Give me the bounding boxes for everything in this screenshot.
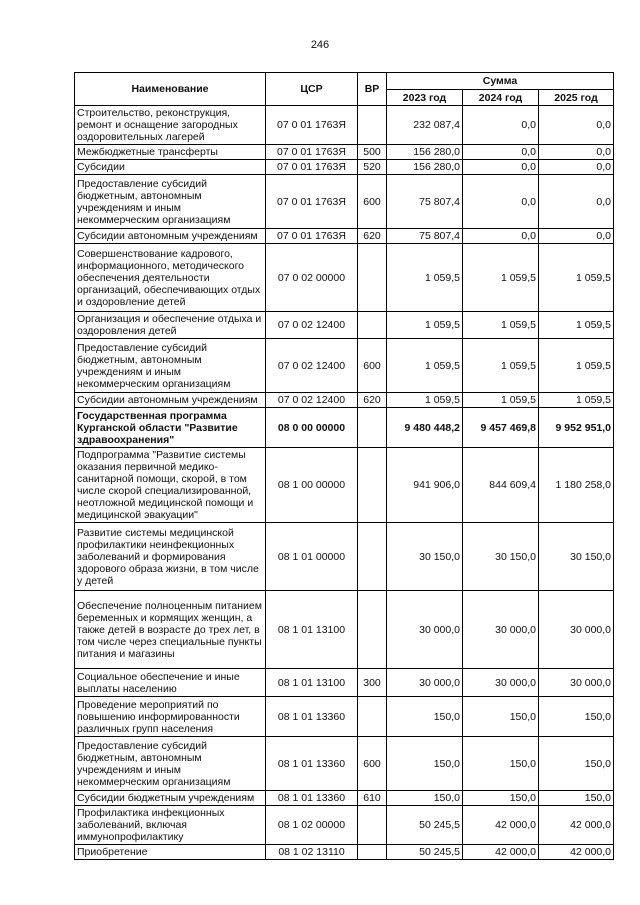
- row-name: Развитие системы медицинской профилактики неинфекционных заболеваний и формирования здорового образа жизни, в том числе у детей: [75, 523, 266, 591]
- row-2023: 50 245,5: [387, 806, 463, 845]
- table-row: [75, 669, 614, 697]
- row-2025: 0,0: [539, 175, 614, 229]
- row-csr: 08 1 01 13360: [266, 791, 358, 806]
- row-2024: 9 457 469,8: [463, 408, 539, 448]
- table-row: [75, 737, 614, 791]
- header-2024: 2024 год: [463, 90, 539, 106]
- row-csr: 07 0 02 00000: [266, 244, 358, 312]
- row-2025: 1 059,5: [539, 312, 614, 339]
- row-2025: 0,0: [539, 106, 614, 145]
- row-csr: 08 1 01 13360: [266, 697, 358, 737]
- row-vr: [358, 523, 387, 591]
- row-2023: 1 059,5: [387, 339, 463, 393]
- row-name: Профилактика инфекционных заболеваний, включая иммунопрофилактику: [75, 806, 266, 845]
- row-name: Совершенствование кадрового, информационного, методического обеспечения деятельности организаций, обеспечивающих отдых и оздоровление детей: [75, 244, 266, 312]
- row-2023: 50 245,5: [387, 845, 463, 860]
- row-vr: [358, 591, 387, 669]
- table-row: [75, 175, 614, 229]
- row-vr: [358, 845, 387, 860]
- row-2024: 30 150,0: [463, 523, 539, 591]
- row-2024: 1 059,5: [463, 339, 539, 393]
- row-vr: [358, 697, 387, 737]
- row-vr: [358, 448, 387, 523]
- row-csr: 08 0 00 00000: [266, 408, 358, 448]
- row-name: Государственная программа Курганской области "Развитие здравоохранения": [75, 408, 266, 448]
- row-vr: [358, 408, 387, 448]
- row-2024: 150,0: [463, 791, 539, 806]
- row-2025: 30 150,0: [539, 523, 614, 591]
- row-2024: 0,0: [463, 175, 539, 229]
- budget-table: [74, 72, 614, 860]
- row-vr: [358, 244, 387, 312]
- table-row: [75, 339, 614, 393]
- row-2023: 1 059,5: [387, 393, 463, 408]
- row-vr: 620: [358, 393, 387, 408]
- row-vr: 620: [358, 229, 387, 244]
- row-2025: 1 180 258,0: [539, 448, 614, 523]
- row-vr: [358, 106, 387, 145]
- row-2025: 1 059,5: [539, 339, 614, 393]
- row-2025: 42 000,0: [539, 845, 614, 860]
- row-2024: 150,0: [463, 737, 539, 791]
- row-2023: 1 059,5: [387, 312, 463, 339]
- row-2025: 1 059,5: [539, 244, 614, 312]
- header-2023: 2023 год: [387, 90, 463, 106]
- row-csr: 08 1 00 00000: [266, 448, 358, 523]
- row-vr: 600: [358, 339, 387, 393]
- row-vr: 300: [358, 669, 387, 697]
- row-name: Социальное обеспечение и иные выплаты населению: [75, 669, 266, 697]
- table-row: [75, 697, 614, 737]
- row-name: Строительство, реконструкция, ремонт и оснащение загородных оздоровительных лагерей: [75, 106, 266, 145]
- row-csr: 07 0 02 12400: [266, 339, 358, 393]
- row-2025: 150,0: [539, 737, 614, 791]
- row-2024: 42 000,0: [463, 806, 539, 845]
- row-2025: 0,0: [539, 145, 614, 160]
- row-2023: 1 059,5: [387, 244, 463, 312]
- row-2025: 0,0: [539, 229, 614, 244]
- row-2024: 30 000,0: [463, 591, 539, 669]
- row-csr: 08 1 02 00000: [266, 806, 358, 845]
- row-csr: 08 1 01 13100: [266, 669, 358, 697]
- row-name: Субсидии: [75, 160, 266, 175]
- row-2023: 9 480 448,2: [387, 408, 463, 448]
- row-2024: 150,0: [463, 697, 539, 737]
- row-2025: 150,0: [539, 791, 614, 806]
- row-vr: [358, 312, 387, 339]
- row-name: Субсидии автономным учреждениям: [75, 229, 266, 244]
- row-2024: 30 000,0: [463, 669, 539, 697]
- row-name: Обеспечение полноценным питанием беременных и кормящих женщин, а также детей в возрасте до трех лет, в том числе через специальные пункты питания и магазины: [75, 591, 266, 669]
- row-2024: 1 059,5: [463, 312, 539, 339]
- page-number: 246: [310, 39, 330, 51]
- row-vr: 500: [358, 145, 387, 160]
- row-2024: 844 609,4: [463, 448, 539, 523]
- row-csr: 07 0 01 1763Я: [266, 145, 358, 160]
- row-vr: 600: [358, 175, 387, 229]
- row-2024: 0,0: [463, 160, 539, 175]
- row-csr: 08 1 01 13360: [266, 737, 358, 791]
- table-row: [75, 591, 614, 669]
- row-name: Субсидии автономным учреждениям: [75, 393, 266, 408]
- row-2023: 30 150,0: [387, 523, 463, 591]
- row-csr: 08 1 01 13100: [266, 591, 358, 669]
- row-name: Межбюджетные трансферты: [75, 145, 266, 160]
- table-row: [75, 106, 614, 145]
- row-csr: 08 1 02 13110: [266, 845, 358, 860]
- row-name: Предоставление субсидий бюджетным, автономным учреждениям и иным некоммерческим организациям: [75, 175, 266, 229]
- row-2025: 30 000,0: [539, 591, 614, 669]
- row-name: Предоставление субсидий бюджетным, автономным учреждениям и иным некоммерческим организациям: [75, 339, 266, 393]
- table-row: [75, 244, 614, 312]
- header-vr: ВР: [358, 73, 387, 106]
- header-name: Наименование: [75, 73, 266, 106]
- row-csr: 07 0 01 1763Я: [266, 160, 358, 175]
- row-csr: 08 1 01 00000: [266, 523, 358, 591]
- row-2023: 75 807,4: [387, 175, 463, 229]
- row-csr: 07 0 01 1763Я: [266, 229, 358, 244]
- row-2025: 9 952 951,0: [539, 408, 614, 448]
- row-vr: 610: [358, 791, 387, 806]
- row-name: Субсидии бюджетным учреждениям: [75, 791, 266, 806]
- table-row: [75, 229, 614, 244]
- row-2023: 150,0: [387, 697, 463, 737]
- row-2025: 0,0: [539, 160, 614, 175]
- header-csr: ЦСР: [266, 73, 358, 106]
- row-2023: 156 280,0: [387, 145, 463, 160]
- row-2024: 1 059,5: [463, 244, 539, 312]
- row-vr: 600: [358, 737, 387, 791]
- row-2023: 941 906,0: [387, 448, 463, 523]
- row-vr: [358, 806, 387, 845]
- header-2025: 2025 год: [539, 90, 614, 106]
- header-sum: Сумма: [387, 73, 614, 90]
- table-row: [75, 523, 614, 591]
- table-row: [75, 845, 614, 860]
- row-csr: 07 0 01 1763Я: [266, 106, 358, 145]
- row-csr: 07 0 02 12400: [266, 312, 358, 339]
- row-2023: 30 000,0: [387, 669, 463, 697]
- row-2024: 0,0: [463, 106, 539, 145]
- row-vr: 520: [358, 160, 387, 175]
- row-2025: 30 000,0: [539, 669, 614, 697]
- row-2024: 0,0: [463, 145, 539, 160]
- row-2025: 42 000,0: [539, 806, 614, 845]
- row-2023: 30 000,0: [387, 591, 463, 669]
- row-name: Проведение мероприятий по повышению информированности различных групп населения: [75, 697, 266, 737]
- row-2024: 42 000,0: [463, 845, 539, 860]
- row-2023: 150,0: [387, 791, 463, 806]
- row-csr: 07 0 02 12400: [266, 393, 358, 408]
- table-row: [75, 312, 614, 339]
- table-row: [75, 393, 614, 408]
- row-2024: 0,0: [463, 229, 539, 244]
- row-2025: 1 059,5: [539, 393, 614, 408]
- row-2023: 232 087,4: [387, 106, 463, 145]
- row-csr: 07 0 01 1763Я: [266, 175, 358, 229]
- table-row: [75, 448, 614, 523]
- row-2023: 150,0: [387, 737, 463, 791]
- table-row: [75, 408, 614, 448]
- row-name: Организация и обеспечение отдыха и оздоровления детей: [75, 312, 266, 339]
- row-name: Предоставление субсидий бюджетным, автономным учреждениям и иным некоммерческим организациям: [75, 737, 266, 791]
- row-2025: 150,0: [539, 697, 614, 737]
- row-2024: 1 059,5: [463, 393, 539, 408]
- row-2023: 75 807,4: [387, 229, 463, 244]
- table-row: [75, 806, 614, 845]
- table-row: [75, 791, 614, 806]
- row-2023: 156 280,0: [387, 160, 463, 175]
- table-row: [75, 160, 614, 175]
- row-name: Подпрограмма "Развитие системы оказания первичной медико-санитарной помощи, скорой, в том числе скорой специализированной, неотложной медицинской помощи и медицинской эвакуации": [75, 448, 266, 523]
- row-name: Приобретение: [75, 845, 266, 860]
- table-row: [75, 145, 614, 160]
